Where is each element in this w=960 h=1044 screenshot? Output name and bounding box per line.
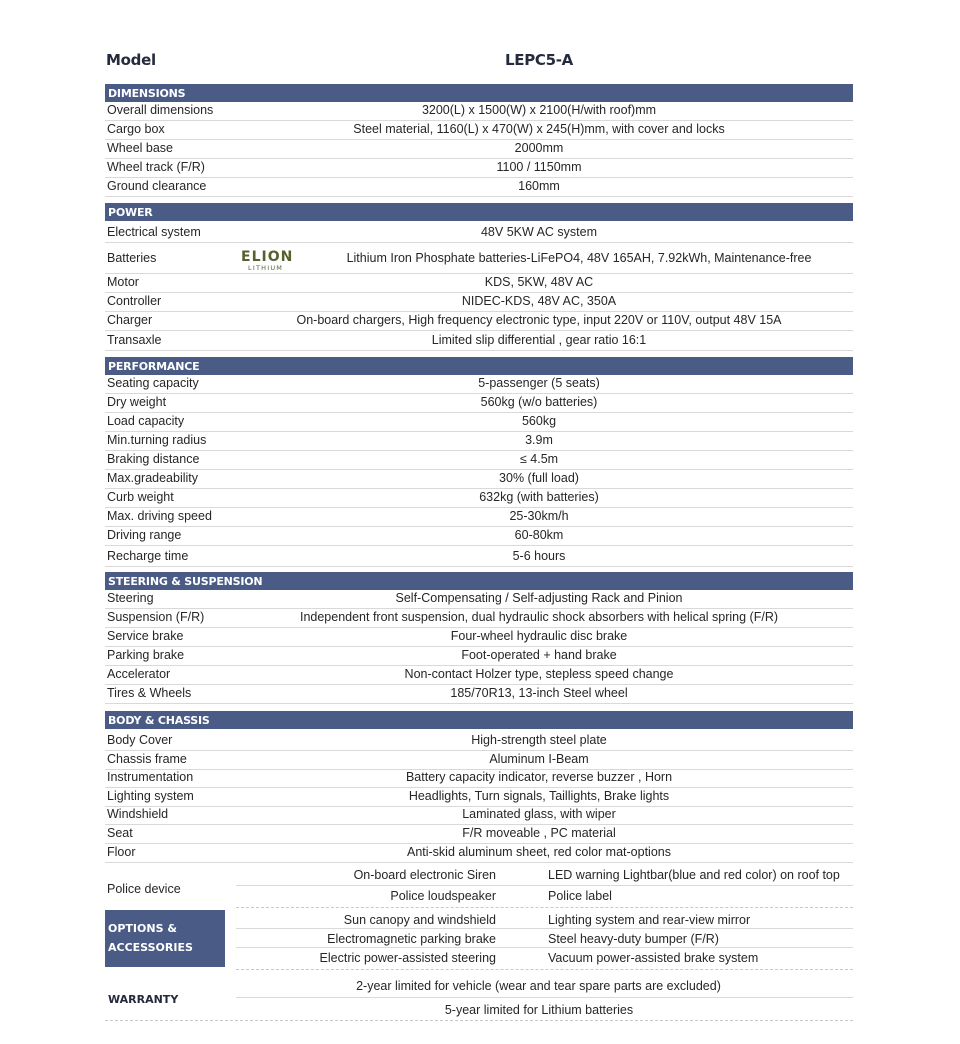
model-label: Model	[106, 51, 156, 69]
spec-value: Battery capacity indicator, reverse buzzer , Horn	[405, 770, 673, 784]
spec-row	[105, 394, 853, 413]
spec-row	[105, 140, 853, 159]
spec-value: 2000mm	[514, 141, 564, 155]
spec-label: Braking distance	[107, 452, 200, 466]
spec-label: Driving range	[107, 528, 182, 542]
police-item: On-board electronic Siren	[353, 868, 496, 882]
spec-value: Aluminum I-Beam	[489, 752, 589, 766]
option-item: Electromagnetic parking brake	[327, 932, 496, 946]
spec-row	[105, 844, 853, 863]
spec-value: 560kg	[521, 414, 557, 428]
spec-value: 3200(L) x 1500(W) x 2100(H/with roof)mm	[421, 103, 657, 117]
options-title-line2: ACCESSORIES	[108, 941, 193, 954]
spec-value: KDS, 5KW, 48V AC	[484, 275, 594, 289]
spec-row	[105, 432, 853, 451]
spec-row	[105, 413, 853, 432]
options-row	[236, 948, 853, 970]
spec-value: Non-contact Holzer type, stepless speed change	[404, 667, 674, 681]
option-item: Electric power-assisted steering	[319, 951, 496, 965]
section-power: POWER	[105, 203, 853, 221]
spec-label: Max.gradeability	[107, 471, 199, 485]
model-value: LEPC5-A	[505, 51, 573, 69]
spec-value: 25-30km/h	[509, 509, 569, 523]
spec-label: Recharge time	[107, 549, 189, 563]
spec-row	[105, 666, 853, 685]
spec-row	[105, 274, 853, 293]
police-device-label: Police device	[107, 882, 181, 896]
police-row	[236, 864, 853, 886]
police-item: LED warning Lightbar(blue and red color) on roof top	[548, 868, 840, 882]
police-row	[236, 886, 853, 908]
section-steering-suspension: STEERING & SUSPENSION	[105, 572, 853, 590]
options-row	[236, 910, 853, 929]
spec-row	[105, 159, 853, 178]
section-performance: PERFORMANCE	[105, 357, 853, 375]
spec-label: Wheel base	[107, 141, 174, 155]
options-row	[236, 929, 853, 948]
section-body-chassis: BODY & CHASSIS	[105, 711, 853, 729]
option-item: Sun canopy and windshield	[343, 913, 496, 927]
spec-row	[105, 609, 853, 628]
spec-row	[105, 546, 853, 567]
warranty-item: 2-year limited for vehicle (wear and tear spare parts are excluded)	[356, 979, 721, 993]
spec-label: Load capacity	[107, 414, 185, 428]
spec-row	[105, 102, 853, 121]
spec-value: 5-6 hours	[512, 549, 566, 563]
spec-value: Foot-operated + hand brake	[461, 648, 617, 662]
spec-row	[105, 590, 853, 609]
spec-label: Motor	[107, 275, 139, 289]
spec-row	[105, 788, 853, 807]
spec-row	[105, 121, 853, 140]
spec-label: Seating capacity	[107, 376, 199, 390]
spec-value: On-board chargers, High frequency electronic type, input 220V or 110V, output 48V 15A	[296, 313, 782, 327]
spec-label: Overall dimensions	[107, 103, 214, 117]
spec-row	[105, 178, 853, 197]
spec-label: Accelerator	[107, 667, 171, 681]
spec-label: Max. driving speed	[107, 509, 212, 523]
spec-value: 560kg (w/o batteries)	[480, 395, 598, 409]
spec-value: ≤ 4.5m	[519, 452, 559, 466]
elion-brand: ELION	[241, 249, 294, 265]
spec-label: Ground clearance	[107, 179, 207, 193]
spec-label: Transaxle	[107, 333, 162, 347]
spec-value: 3.9m	[525, 433, 553, 447]
spec-value: 160mm	[518, 179, 560, 193]
spec-value: High-strength steel plate	[471, 733, 607, 747]
spec-value: NIDEC-KDS, 48V AC, 350A	[461, 294, 617, 308]
spec-row	[105, 221, 853, 243]
spec-label: Tires & Wheels	[107, 686, 192, 700]
spec-row	[105, 451, 853, 470]
spec-row	[105, 331, 853, 351]
spec-value: Four-wheel hydraulic disc brake	[450, 629, 628, 643]
spec-row	[105, 527, 853, 546]
spec-label: Service brake	[107, 629, 184, 643]
section-dimensions: DIMENSIONS	[105, 84, 853, 102]
spec-label: Batteries	[107, 251, 157, 265]
warranty-row	[236, 975, 853, 998]
spec-value: Self-Compensating / Self-adjusting Rack and Pinion	[395, 591, 683, 605]
spec-label: Parking brake	[107, 648, 185, 662]
spec-row	[105, 647, 853, 666]
options-title-line1: OPTIONS &	[108, 922, 177, 935]
spec-row	[105, 489, 853, 508]
elion-sub: LITHIUM	[248, 264, 284, 272]
spec-value: 632kg (with batteries)	[479, 490, 599, 504]
spec-value: 48V 5KW AC system	[480, 225, 597, 239]
spec-label: Chassis frame	[107, 752, 187, 766]
option-item: Vacuum power-assisted brake system	[548, 951, 759, 965]
spec-label: Suspension (F/R)	[107, 610, 205, 624]
police-item: Police label	[548, 889, 612, 903]
spec-row	[105, 243, 853, 274]
spec-row	[105, 312, 853, 331]
spec-label: Electrical system	[107, 225, 201, 239]
spec-label: Windshield	[107, 807, 169, 821]
section-warranty: WARRANTY	[108, 993, 179, 1006]
spec-row	[105, 770, 853, 788]
spec-value: Laminated glass, with wiper	[462, 807, 616, 821]
spec-value: Headlights, Turn signals, Taillights, Brake lights	[408, 789, 670, 803]
spec-value: 185/70R13, 13-inch Steel wheel	[450, 686, 628, 700]
spec-label: Dry weight	[107, 395, 167, 409]
spec-value: Independent front suspension, dual hydraulic shock absorbers with helical spring (F/R)	[299, 610, 779, 624]
elion-lithium-logo	[240, 248, 300, 272]
spec-label: Controller	[107, 294, 162, 308]
police-item: Police loudspeaker	[390, 889, 496, 903]
spec-row	[105, 729, 853, 751]
spec-row	[105, 825, 853, 844]
spec-label: Steering	[107, 591, 154, 605]
spec-value: Limited slip differential , gear ratio 16:1	[431, 333, 647, 347]
spec-row	[105, 470, 853, 489]
spec-label: Lighting system	[107, 789, 194, 803]
spec-row	[105, 751, 853, 770]
warranty-row	[105, 998, 853, 1021]
spec-value: Anti-skid aluminum sheet, red color mat-options	[406, 845, 671, 859]
spec-label: Seat	[107, 826, 133, 840]
spec-row	[105, 807, 853, 825]
spec-row	[105, 375, 853, 394]
option-item: Lighting system and rear-view mirror	[548, 913, 751, 927]
spec-value: 1100 / 1150mm	[496, 160, 582, 174]
spec-label: Curb weight	[107, 490, 174, 504]
spec-label: Instrumentation	[107, 770, 194, 784]
option-item: Steel heavy-duty bumper (F/R)	[548, 932, 719, 946]
spec-value: Steel material, 1160(L) x 470(W) x 245(H)mm, with cover and locks	[353, 122, 725, 136]
spec-value: 30% (full load)	[499, 471, 579, 485]
spec-label: Floor	[107, 845, 136, 859]
spec-label: Cargo box	[107, 122, 165, 136]
spec-label: Body Cover	[107, 733, 173, 747]
spec-value: 5-passenger (5 seats)	[478, 376, 600, 390]
spec-value: F/R moveable , PC material	[462, 826, 616, 840]
spec-label: Charger	[107, 313, 153, 327]
spec-row	[105, 508, 853, 527]
spec-label: Wheel track (F/R)	[107, 160, 205, 174]
spec-value: 60-80km	[514, 528, 564, 542]
spec-row	[105, 293, 853, 312]
warranty-item: 5-year limited for Lithium batteries	[444, 1003, 634, 1017]
section-options-accessories	[105, 910, 225, 967]
spec-row	[105, 685, 853, 704]
spec-value: Lithium Iron Phosphate batteries-LiFePO4, 48V 165AH, 7.92kWh, Maintenance-free	[346, 251, 812, 265]
spec-label: Min.turning radius	[107, 433, 207, 447]
spec-row	[105, 628, 853, 647]
